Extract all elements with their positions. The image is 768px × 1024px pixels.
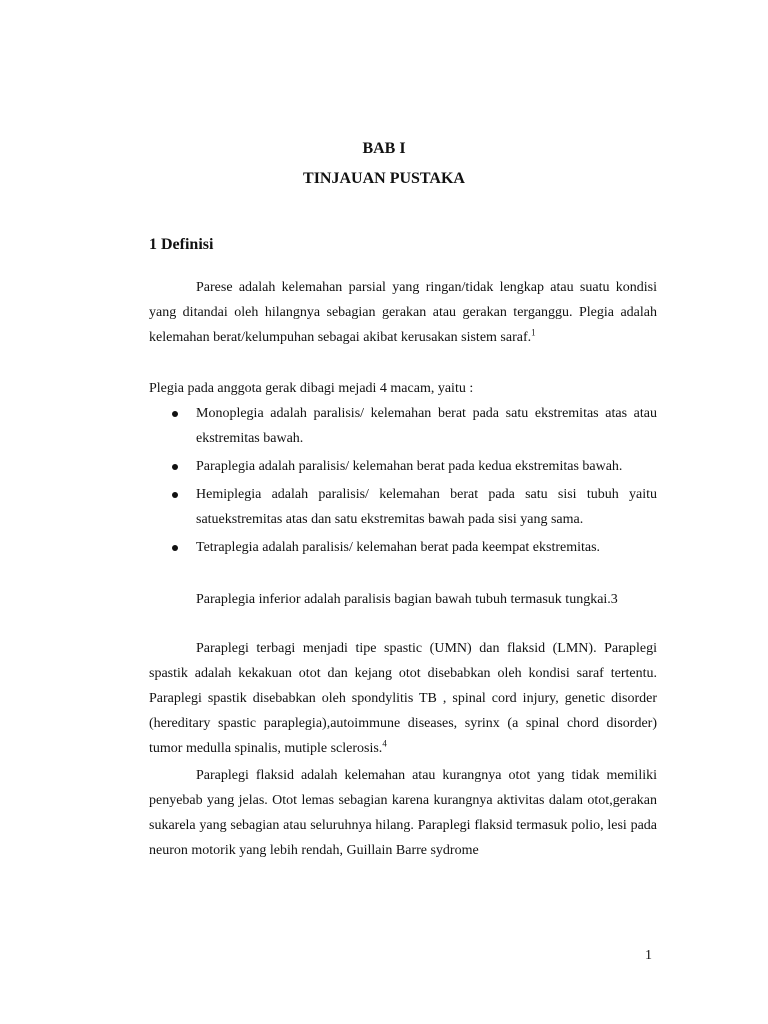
list-item-text: Hemiplegia adalah paralisis/ kelemahan berat pada satu sisi tubuh yaitu satuekstremitas atas dan satu ekstremitas bawah pada sisi yang sama. <box>196 487 657 527</box>
chapter-title: TINJAUAN PUSTAKA <box>303 170 465 187</box>
list-item-text: Monoplegia adalah paralisis/ kelemahan berat pada satu ekstremitas atas atau ekstremitas bawah. <box>196 406 657 446</box>
paragraph-parese <box>149 275 657 350</box>
list-item <box>149 401 657 451</box>
list-item <box>149 454 657 479</box>
bullet-icon <box>172 545 178 551</box>
list-item-text: Tetraplegia adalah paralisis/ kelemahan berat pada keempat ekstremitas. <box>196 540 601 555</box>
paragraph-parese-text: Parese adalah kelemahan parsial yang ringan/tidak lengkap atau suatu kondisi yang ditandai oleh hilangnya sebagian gerakan atau gerakan terganggu. Plegia adalah kelemahan berat/kelumpuhan sebagai akibat kerusakan sistem saraf. <box>149 280 657 345</box>
paragraph-plegia-intro: Plegia pada anggota gerak dibagi mejadi 4 macam, yaitu : <box>149 381 474 396</box>
footnote-ref-1: 1 <box>531 327 536 338</box>
paragraph-paraplegi-flaksid: Paraplegi flaksid adalah kelemahan atau kurangnya otot yang tidak memiliki penyebab yang jelas. Otot lemas sebagian karena kurangnya aktivitas dalam otot,gerakan sukarela yang sebagian atau seluruhnya hilang. Paraplegi flaksid termasuk polio, lesi pada neuron motorik yang lebih rendah, Guillain Barre sydrome <box>149 768 657 858</box>
section-title: 1 Definisi <box>149 236 214 253</box>
paragraph-paraplegi-spastik <box>149 636 657 761</box>
list-item-text: Paraplegia adalah paralisis/ kelemahan berat pada kedua ekstremitas bawah. <box>196 459 623 474</box>
bullet-icon <box>172 411 178 417</box>
list-item <box>149 535 657 560</box>
footnote-ref-4: 4 <box>382 738 387 749</box>
paragraph-paraplegia-inferior: Paraplegia inferior adalah paralisis bagian bawah tubuh termasuk tungkai.3 <box>196 592 618 607</box>
page-number: 1 <box>645 948 652 963</box>
chapter-number: BAB I <box>362 140 406 157</box>
paragraph-paraplegi-text: Paraplegi terbagi menjadi tipe spastic (UMN) dan flaksid (LMN). Paraplegi spastik adalah kekakuan otot dan kejang otot disebabkan oleh kondisi saraf tertentu. Paraplegi spastik disebabkan oleh spondylitis TB , spinal cord injury, genetic disorder (hereditary spastic paraplegia),autoimmune diseases, syrinx (a spinal chord disorder) tumor medulla spinalis, mutiple sclerosis. <box>149 641 657 756</box>
plegia-type-list <box>149 401 657 563</box>
bullet-icon <box>172 492 178 498</box>
list-item <box>149 482 657 532</box>
bullet-icon <box>172 464 178 470</box>
